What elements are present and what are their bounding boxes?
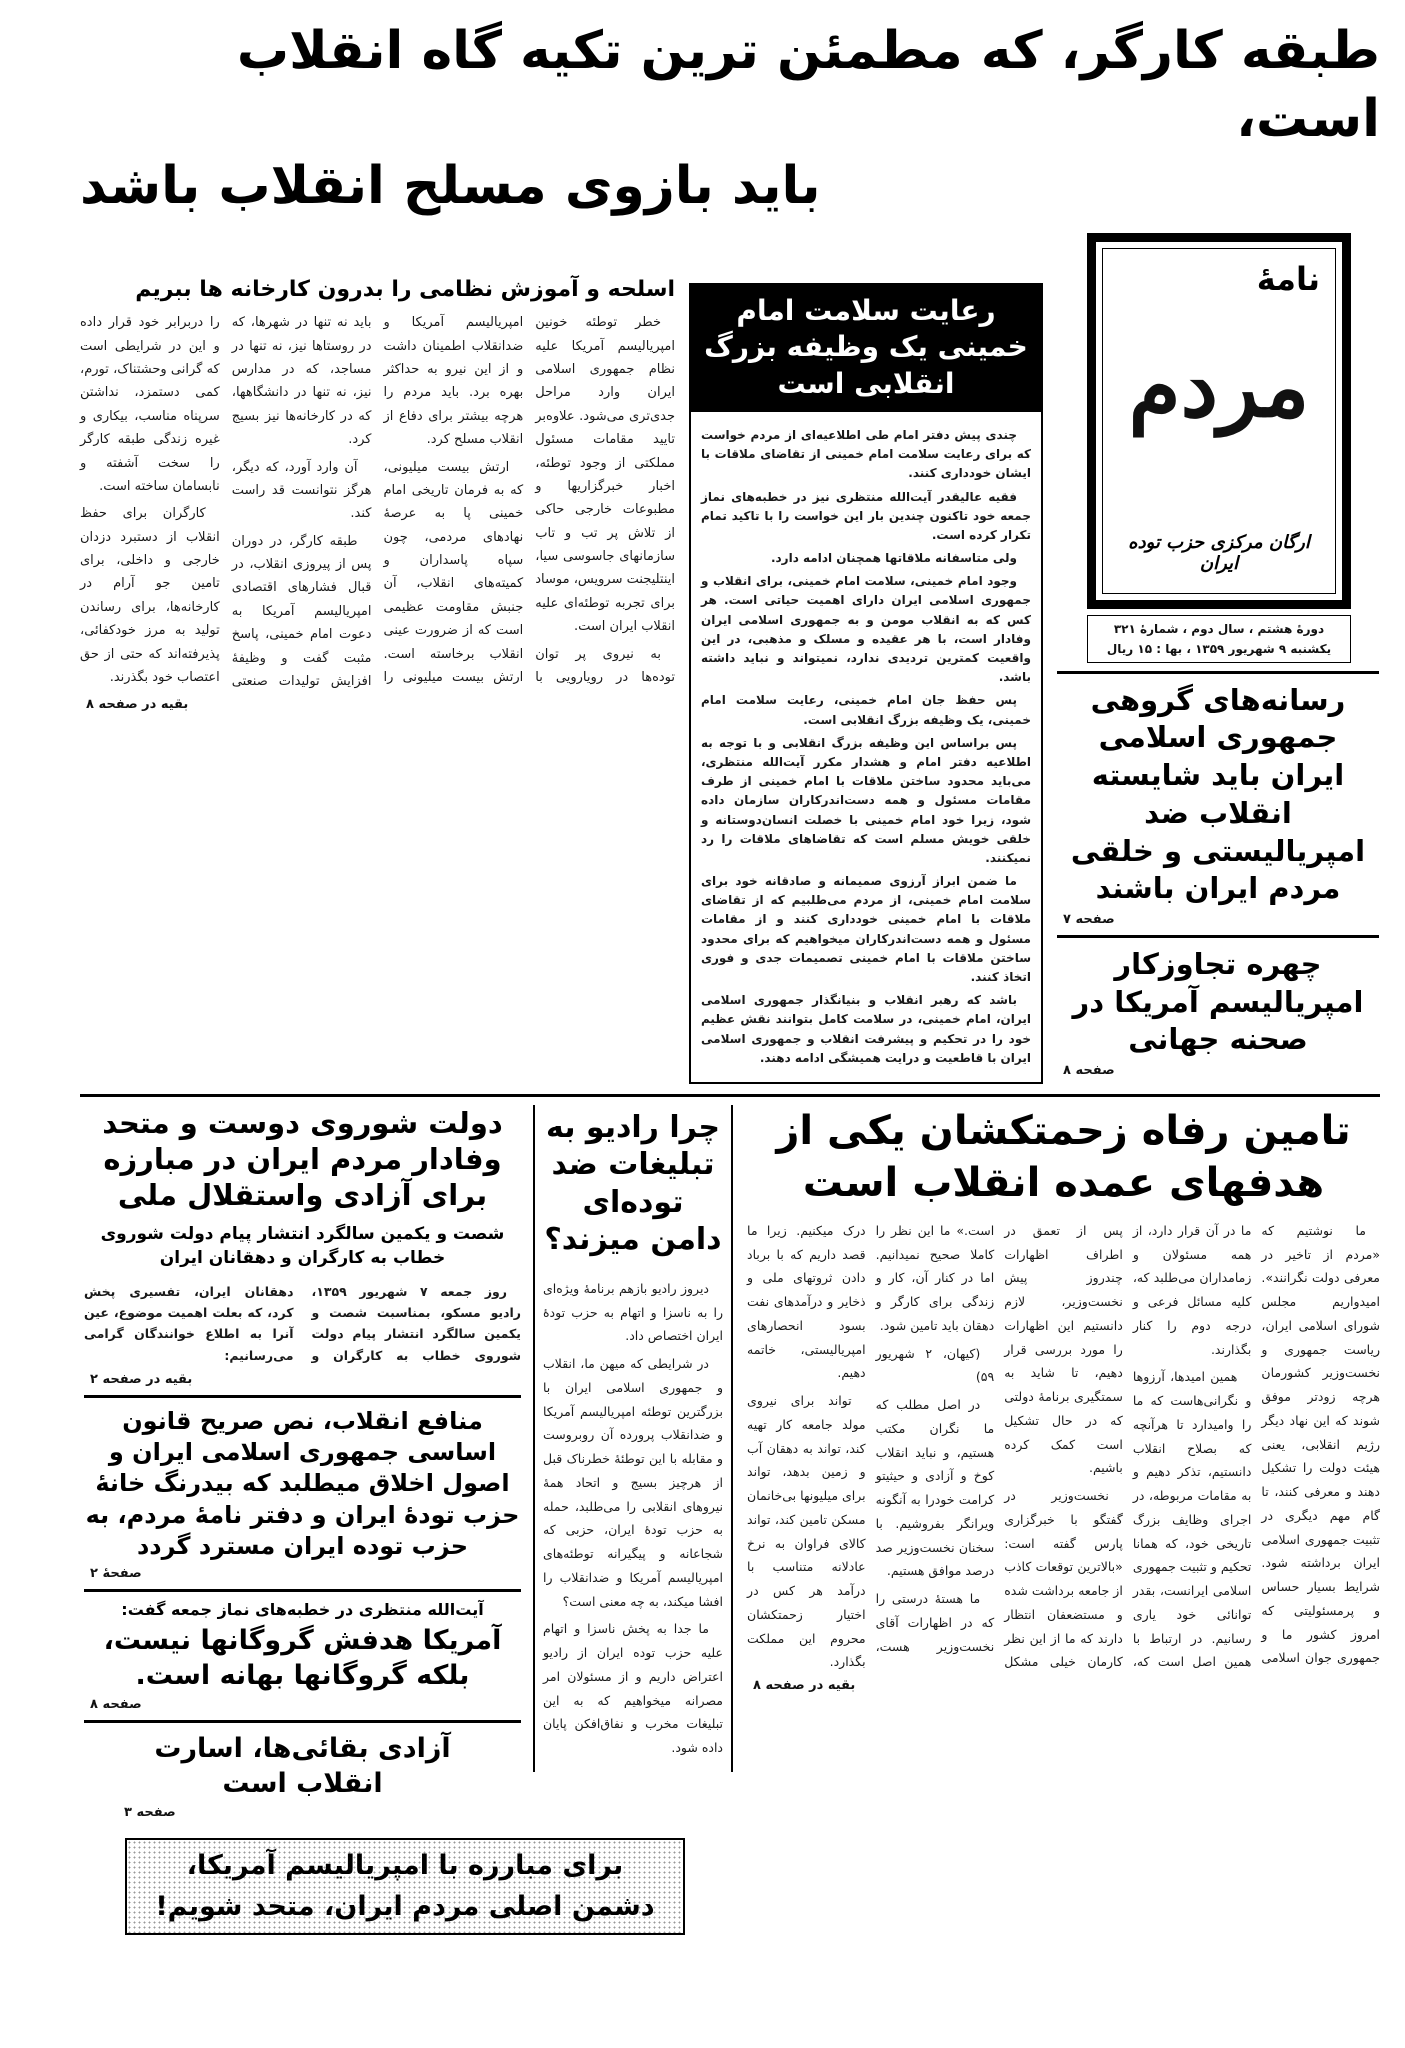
paragraph: ما ضمن ابراز آرزوی صمیمانه و صادقانه خود برای سلامت امام خمینی، از مردم می‌طلبیم که از تقاضای ملاقات با امام خمینی خودداری کنند و از مقامات مسئول و همه دست‌اندرکاران میخواهیم که برای محدود ساختن ملاقات با امام خمینی تصمیمات جدی و فوری اتخاذ کنند. [701, 874, 1031, 985]
paragraph: در شرایطی که میهن ما، انقلاب و جمهوری اسلامی ایران با بزرگترین توطئه امپریالیسم آمریکا و ضدانقلاب پرورده آن روبروست و مقابله با این توطئهٔ خطرناک قبل از هرچیز بسیج و اتحاد همهٔ نیروهای انقلابی را می‌طلبد، حمله به حزب تودهٔ ایران، حزبی که شجاعانه و پیگیرانه توطئه‌های امپریالیسم آمریکا و ضدانقلاب را افشا میکند، به چه معنی است؟ [543, 1356, 723, 1609]
main-headline [80, 18, 1380, 221]
khomeini-health-box [689, 283, 1043, 1084]
soviet-article-headline: دولت شوروی دوست و متحد وفادار مردم ایران در مبارزه برای آزادی واستقلال ملی [102, 1105, 503, 1213]
teaser-aggression-page[interactable]: صفحه ۸ [1063, 1062, 1115, 1078]
khomeini-health-body [691, 412, 1041, 1082]
soviet-article-body [84, 1281, 521, 1368]
issue-info-box [1087, 615, 1351, 663]
tudeh-office-headline: منافع انقلاب، نص صریح قانون اساسی جمهوری اسلامی ایران و اصول اخلاق میطلبد که بیدرنگ خانهٔ حزب تودهٔ ایران و دفتر نامهٔ مردم، به حزب توده ایران مسترد گردد [85, 1406, 520, 1560]
paragraph: ارتش بیست میلیونی، که به فرمان تاریخی امام خمینی پا به عرصهٔ نهادهای مردمی، چون سپاه پاسداران و کمیته‌های انقلاب، آن جنبش مقاومت عظیمی است که از ضرورت عینی انقلاب برخاسته است. ارتش بیست میلیونی را باید نه تنها در شهرها، که در روستاها نیز، نه تنها در مساجد، که در مدارس نیز، نه تنها در دانشگاهها، که در کارخانه‌ها نیز بسیج کرد. [231, 315, 524, 686]
radio-article-body [543, 1277, 723, 1760]
main-headline-line2: باید بازوی مسلح انقلاب باشد [80, 156, 821, 217]
newspaper-front-page [80, 0, 1380, 1945]
left-stack [80, 1105, 525, 1825]
right-column [1057, 233, 1379, 1082]
paragraph: تواند برای نیروی مولد جامعه کار تهیه کند، تواند به دهقان آب و زمین بدهد، تواند برای میلیونها بی‌خانمان مسکن تامین کند، تواند کالای فراوان به نرخ عادلانه متناسب با درآمد هر کس در اختیار زحمتکشان محروم این مملکت بگذارد. [747, 1393, 866, 1670]
teaser-media-page[interactable]: صفحه ۷ [1063, 911, 1115, 927]
issue-number: دورهٔ هشتم ، سال دوم ، شمارهٔ ۳۲۱ [1113, 621, 1325, 636]
divider [1057, 935, 1379, 938]
soviet-article-subhead: شصت و یکمین سالگرد انتشار پیام دولت شوروی خطاب به کارگران و دهقانان ایران [100, 1223, 505, 1269]
paragraph: در اصل مطلب که ما نگران مکتب هستیم، و نباید انقلاب کوخ و آزادی و حیثیتو کرامت خودرا به آنگونه ویرانگر بفروشیم. با سخنان نخست‌وزیر صد درصد موافق هستیم. [875, 1397, 995, 1579]
welfare-article [741, 1105, 1380, 1697]
paragraph: طبقه کارگر، در دوران پس از پیروزی انقلاب، در قبال فشارهای اقتصادی امپریالیسم آمریکا به دعوت امام خمینی، پاسخ مثبت گفت و وظیفهٔ افزایش تولیدات صنعتی را دربرابر خود قرار داده و این در شرایطی است که گرانی وحشتناک، تورم، کمی دستمزد، نداشتن سرپناه مناسب، بیکاری و غیره زندگی طبقه کارگر را سخت آشفته و نابسامان ساخته است. [80, 315, 372, 690]
divider [84, 1395, 521, 1398]
paragraph: باشد که رهبر انقلاب و بنیانگذار جمهوری اسلامی ایران، امام خمینی، در سلامت کامل بتوانند نقش عظیم خود را در تحکیم و پیشرفت انقلاب و جمهوری اسلامی ایران با قاطعیت و درایت همیشگی ادامه دهند. [701, 993, 1031, 1065]
tudeh-office-page[interactable]: صفحهٔ ۲ [90, 1565, 142, 1581]
teaser-media-headline: رسانه‌های گروهی جمهوری اسلامی ایران باید شایسته انقلاب ضد امپریالیستی و خلقی مردم ایران باشند [1070, 682, 1366, 906]
issue-date-price: یکشنبه ۹ شهریور ۱۳۵۹ ، بها : ۱۵ ریال [1106, 641, 1332, 656]
unity-slogan-banner: برای مبارزه با امپریالیسم آمریکا، دشمن اصلی مردم ایران، متحد شویم! [125, 1838, 685, 1935]
divider [1057, 671, 1379, 674]
paragraph: کارگران برای حفظ انقلاب از دستبرد دزدان خارجی و داخلی، برای تامین جو آرام در کارخانه‌ها، برای رساندن تولید به مرز خودکفائی، پذیرفته‌اند که حتی از حق اعتصاب خود بگذرند. [80, 506, 220, 686]
paragraph: ما هستهٔ درستی را که در اظهارات آقای نخست‌وزیر هست، درک میکنیم. زیرا ما قصد داریم که با برباد دادن ثروتهای ملی و ذخایر و درآمدهای نفت بسود انحصارهای امپریالیستی، خاتمه دهیم. [747, 1222, 995, 1654]
radio-article [533, 1105, 733, 1772]
paragraph: نخست‌وزیر در گفتگو با خبرگزاری پارس گفته است: «بالاترین توقعات کاذب از جامعه برداشت شده و مستضعفان انتظار دارند که ما از این نظر کارمان خیلی مشکل است.» ما این نظر را کاملا صحیح نمیدانیم. اما در کنار آن، کار و زندگی برای کارگر و دهقان باید تامین شود. [875, 1222, 1123, 1670]
masthead-name-main: مردم [1128, 336, 1310, 436]
divider [84, 1589, 521, 1592]
masthead-organ: ارگان مرکزی حزب توده ایران [1128, 531, 1310, 575]
paragraph: پس براساس این وظیفه بزرگ انقلابی و با توجه به اطلاعیه دفتر امام و هشدار مکرر آیت‌الله منتظری، می‌باید محدود ساختن ملاقات با امام خمینی از طرف مقامات مسئول و همه دست‌اندرکاران سازمان داده شود، زیرا خود امام خمینی با خصلت انسان‌دوستانه و خلقی خویش مسلم است که تقاضاهای ملاقات را رد نمیکنند. [701, 735, 1031, 865]
masthead-name-top: نامهٔ [1256, 259, 1320, 298]
paragraph: ما جدا به پخش ناسزا و اتهام علیه حزب توده ایران از رادیو اعتراض داریم و از مسئولان امر مصرانه میخواهیم که به این تبلیغات مخرب و نفاق‌افکن پایان داده شود. [543, 1621, 723, 1756]
main-headline-line1: طبقه کارگر، که مطمئن ترین تکیه گاه انقلاب است، [236, 21, 1380, 149]
soviet-article-continued[interactable]: بقیه در صفحه ۲ [90, 1371, 193, 1387]
montazeri-page[interactable]: صفحه ۸ [90, 1697, 142, 1713]
welfare-article-continued[interactable]: بقیه در صفحه ۸ [753, 1678, 856, 1694]
paragraph: ما نوشتیم که «مردم از تاخیر در معرفی دولت نگرانند». امیدواریم مجلس شورای اسلامی ایران، ریاست جمهوری و نخست‌وزیر کشورمان هرچه زودتر موفق شوند که این نهاد دیگر رژیم انقلابی، یعنی هیئت دولت را تشکیل دهند و معرفی کنند، تا گام مهم دیگری در تثبیت جمهوری اسلامی ایران برداشته شود. شرایط بسیار حساس و پرمسئولیتی که امروز کشور ما و جمهوری جوان اسلامی ما در آن قرار دارد، از همه مسئولان و زمامداران می‌طلبد که، کلیه مسائل فرعی و درجه دوم را کنار بگذارند. [1132, 1222, 1380, 1666]
paragraph: پس حفظ جان امام خمینی، رعایت سلامت امام خمینی، یک وظیفه بزرگ انقلابی است. [701, 693, 1031, 727]
paragraph: (کیهان، ۲ شهریور ۵۹) [875, 1345, 995, 1385]
baghaei-headline: آزادی بقائی‌ها، اسارت انقلاب است [154, 1733, 451, 1800]
welfare-article-body [747, 1219, 1380, 1674]
montazeri-headline: آمریکا هدفش گروگانها نیست، بلکه گروگانها بهانه است. [103, 1625, 502, 1692]
teaser-aggression-headline: چهره تجاوزکار امپریالیسم آمریکا در صحنه جهانی [1072, 946, 1364, 1057]
paragraph: ولی متاسفانه ملاقاتها همچنان ادامه دارد. [770, 551, 1017, 566]
paragraph: دیروز رادیو بازهم برنامهٔ ویژه‌ای را به ناسزا و اتهام به حزب تودهٔ ایران اختصاص داد. [543, 1280, 723, 1344]
paragraph: روز جمعه ۷ شهریور ۱۳۵۹، رادیو مسکو، بمناسبت شصت و یکمین سالگرد انتشار پیام دولت شوروی خطاب به کارگران و دهقانان ایران، تفسیری پخش کرد، که بعلت اهمیت موضوع، عین آنرا به اطلاع خوانندگان گرامی می‌رسانیم: [84, 1283, 521, 1363]
paragraph: وجود امام خمینی، سلامت امام خمینی، برای انقلاب و جمهوری اسلامی ایران دارای اهمیت حیاتی است. هر کس که به انقلاب مومن و به جمهوری اسلامی ایران وفادار است، با هر عقیده و مسلک و مذهبی، در این واقعیت کمترین تردیدی ندارد، نمیتواند و نباید داشته باشد. [701, 574, 1031, 685]
divider [80, 1094, 1380, 1097]
paragraph: به نیروی پر توان توده‌ها در رویارویی با امپریالیسم آمریکا و ضدانقلاب اطمینان داشت و از این نیرو به حداکثر بهره برد. باید مردم را هرچه بیشتر برای دفاع از انقلاب مسلح کرد. [383, 315, 675, 686]
arms-article-body [80, 311, 675, 693]
baghaei-page[interactable]: صفحه ۳ [124, 1805, 176, 1821]
paragraph: فقیه عالیقدر آیت‌الله منتظری نیز در خطبه‌های نماز جمعه خود تاکنون چندین بار این خواست را با تاکید تمام تکرار کرده است. [701, 489, 1031, 542]
paragraph: چندی پیش دفتر امام طی اطلاعیه‌ای از مردم خواست که برای رعایت سلامت امام خمینی از تقاضای ملاقات با ایشان خودداری کنند. [701, 427, 1031, 481]
radio-article-headline: چرا رادیو به تبلیغات ضد توده‌ای دامن میزند؟ [544, 1109, 722, 1258]
arms-article [80, 277, 675, 717]
paragraph: آن وارد آورد، که دیگر، هرگز نتوانست قد راست کند. [231, 459, 372, 522]
masthead-logo [1087, 233, 1351, 609]
welfare-article-headline: تامین رفاه زحمتکشان یکی از هدفهای عمده انقلاب است [776, 1107, 1351, 1206]
khomeini-health-headline: رعایت سلامت امام خمینی یک وظیفه بزرگ انقلابی است [691, 285, 1041, 412]
arms-article-continued[interactable]: بقیه در صفحه ۸ [86, 697, 189, 713]
top-section [80, 233, 1380, 1084]
paragraph: خطر توطئه خونین امپریالیسم آمریکا علیه نظام جمهوری اسلامی ایران وارد مراحل جدی‌تری می‌شود. علاوه‌بر تایید مقامات مسئول مملکتی از وجود توطئه، اخبار خبرگزاریها و مطبوعات خارجی حاکی از تلاش پر تب و تاب سازمانهای جاسوسی سیا، اینتلیجنت سرویس، موساد برای تجربه توطئه‌ای علیه انقلاب ایران است. [535, 315, 675, 635]
divider [84, 1720, 521, 1723]
paragraph: همین امیدها، آرزوها و نگرانی‌هاست که ما را وامیدارد تا هرآنچه که بصلاح انقلاب دانستیم، تذکر دهیم و به مقامات مربوطه، در اجرای وظایف بزرگ تاریخی خود، که همانا تحکیم و تثبیت جمهوری اسلامی ایرانست، بقدر توانائی خود یاری رسانیم. در ارتباط با همین اصل است که، پس از تعمق در اطراف اظهارات چندروز پیش نخست‌وزیر، لازم دانستیم این اظهارات را مورد بررسی قرار دهیم، تا شاید به سمتگیری برنامهٔ دولتی که در حال تشکیل است کمک کرده باشیم. [1004, 1222, 1252, 1670]
bottom-section [80, 1105, 1380, 1946]
arms-article-subhead: اسلحه و آموزش نظامی را بدرون کارخانه ها ببریم [135, 276, 675, 302]
montazeri-kicker: آیت‌الله منتظری در خطبه‌های نماز جمعه گفت: [121, 1599, 484, 1619]
